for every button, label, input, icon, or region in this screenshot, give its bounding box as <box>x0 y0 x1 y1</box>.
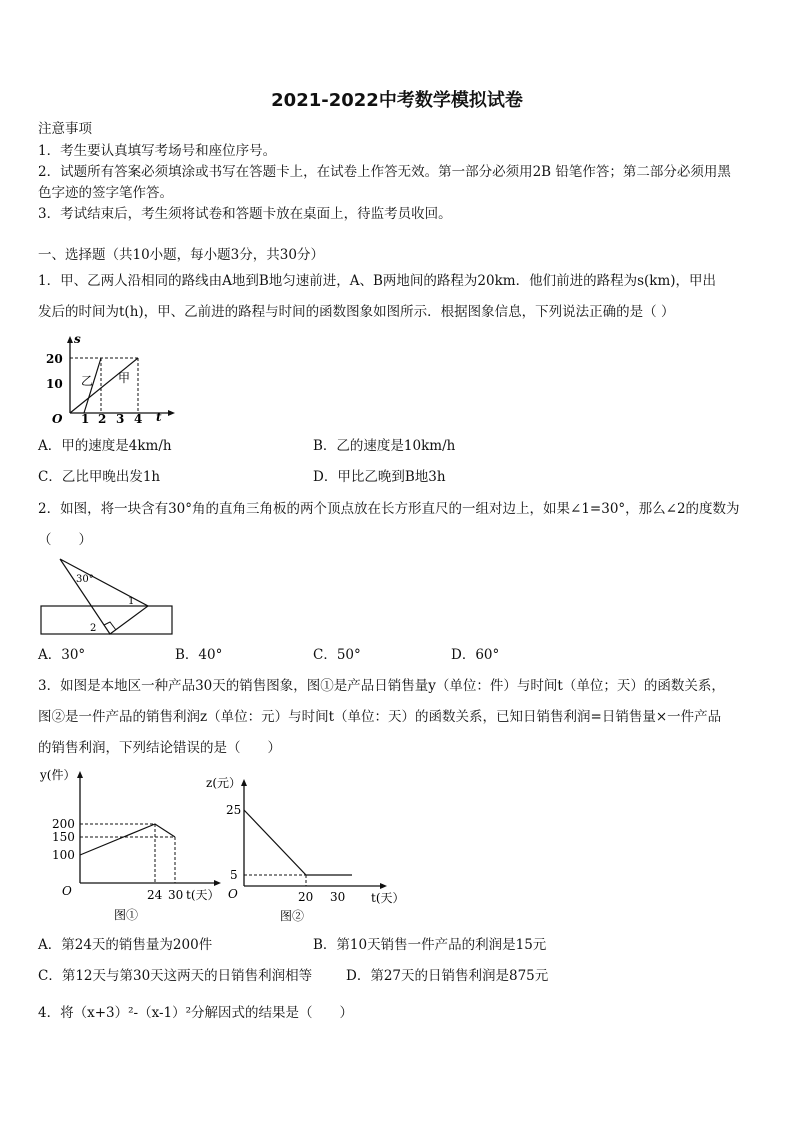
q1-stem-line1: 1．甲、乙两人沿相同的路线由A地到B地匀速前进，A、B两地间的路程为20km．他们前进的路程为s(km)，甲出 <box>38 273 717 289</box>
q1-x-tick-1: 1 <box>81 412 90 426</box>
q3-g1-x-label: t(天） <box>186 888 220 902</box>
q2-figure <box>38 556 178 638</box>
q2-option-a: A．30° <box>38 647 86 663</box>
page-title: 2021-2022中考数学模拟试卷 <box>271 90 523 111</box>
q1-y-tick-20: 20 <box>46 352 63 366</box>
q1-label-yi: 乙 <box>81 374 94 388</box>
q3-g1-x-tick-24: 24 <box>147 888 163 902</box>
q3-option-d: D．第27天的日销售利润是875元 <box>346 968 549 984</box>
q3-g1-caption: 图① <box>114 908 139 922</box>
note-item-1: 1．考生要认真填写考场号和座位序号。 <box>38 143 277 159</box>
q1-y-label: s <box>74 332 81 346</box>
q3-g1-y-tick-150: 150 <box>52 830 75 844</box>
q3-g2-y-tick-25: 25 <box>226 803 242 817</box>
q1-x-tick-2: 2 <box>98 412 107 426</box>
q3-g1-origin: O <box>62 884 72 898</box>
note-item-2-cont: 色字迹的签字笔作答。 <box>38 185 173 201</box>
q3-g2-x-tick-20: 20 <box>298 890 314 904</box>
q3-option-b: B．第10天销售一件产品的利润是15元 <box>313 937 547 953</box>
q3-graph-2 <box>206 765 406 927</box>
q3-g1-x-tick-30: 30 <box>168 888 184 902</box>
q2-stem-line1: 2．如图，将一块含有30°角的直角三角板的两个顶点放在长方形直尺的一组对边上，如果∠1=30°，那么∠2的度数为 <box>38 501 740 517</box>
q1-option-b: B．乙的速度是10km/h <box>313 438 456 454</box>
q1-y-tick-10: 10 <box>46 377 63 391</box>
q2-option-c: C．50° <box>313 647 361 663</box>
q1-option-a: A．甲的速度是4km/h <box>38 438 172 454</box>
q2-angle-30: 30° <box>76 574 94 585</box>
q3-stem-line3: 的销售利润，下列结论错误的是（ ） <box>38 740 281 756</box>
section-heading: 一、选择题（共10小题，每小题3分，共30分） <box>38 247 324 263</box>
q4-stem: 4．将（x+3）²-（x-1）²分解因式的结果是（ ） <box>38 1005 354 1021</box>
note-item-2: 2．试题所有答案必须填涂或书写在答题卡上，在试卷上作答无效。第一部分必须用2B 铅笔作答；第二部分必须用黑 <box>38 164 731 180</box>
q2-angle-2: 2 <box>90 623 97 634</box>
q1-graph <box>40 333 180 425</box>
q1-origin: O <box>52 412 63 426</box>
q3-g2-x-tick-30: 30 <box>330 890 346 904</box>
q3-g1-y-tick-200: 200 <box>52 817 75 831</box>
q3-g2-caption: 图② <box>280 909 305 923</box>
q2-option-b: B．40° <box>175 647 223 663</box>
q2-option-d: D．60° <box>451 647 500 663</box>
q3-g2-x-label: t(天） <box>371 891 405 905</box>
q1-x-label: t <box>156 410 162 424</box>
q1-label-jia: 甲 <box>118 371 131 385</box>
q3-stem-line2: 图②是一件产品的销售利润z（单位：元）与时间t（单位：天）的函数关系，已知日销售利润=日销售量×一件产品 <box>38 709 722 725</box>
q1-x-tick-4: 4 <box>134 412 143 426</box>
q1-option-c: C．乙比甲晚出发1h <box>38 469 161 485</box>
q3-g2-y-tick-5: 5 <box>230 868 238 882</box>
q2-angle-1: 1 <box>128 596 135 607</box>
q1-x-tick-3: 3 <box>116 412 125 426</box>
q3-g2-y-label: z(元） <box>206 776 242 790</box>
q3-g2-origin: O <box>228 887 238 901</box>
q3-option-a: A．第24天的销售量为200件 <box>38 937 213 953</box>
q3-graph-1 <box>38 765 223 927</box>
q2-stem-line2: （ ） <box>38 532 92 548</box>
notes-heading: 注意事项 <box>38 121 92 137</box>
q1-stem-line2: 发后的时间为t(h)，甲、乙前进的路程与时间的函数图象如图所示．根据图象信息，下列说法正确的是（ ） <box>38 304 675 320</box>
q1-option-d: D．甲比乙晚到B地3h <box>313 469 446 485</box>
note-item-3: 3．考试结束后，考生须将试卷和答题卡放在桌面上，待监考员收回。 <box>38 206 452 222</box>
q3-g1-y-tick-100: 100 <box>52 848 75 862</box>
q3-option-c: C．第12天与第30天这两天的日销售利润相等 <box>38 968 313 984</box>
q3-stem-line1: 3．如图是本地区一种产品30天的销售图象，图①是产品日销售量y（单位：件）与时间t（单位；天）的函数关系， <box>38 678 725 694</box>
q3-g1-y-label: y(件） <box>40 768 76 782</box>
